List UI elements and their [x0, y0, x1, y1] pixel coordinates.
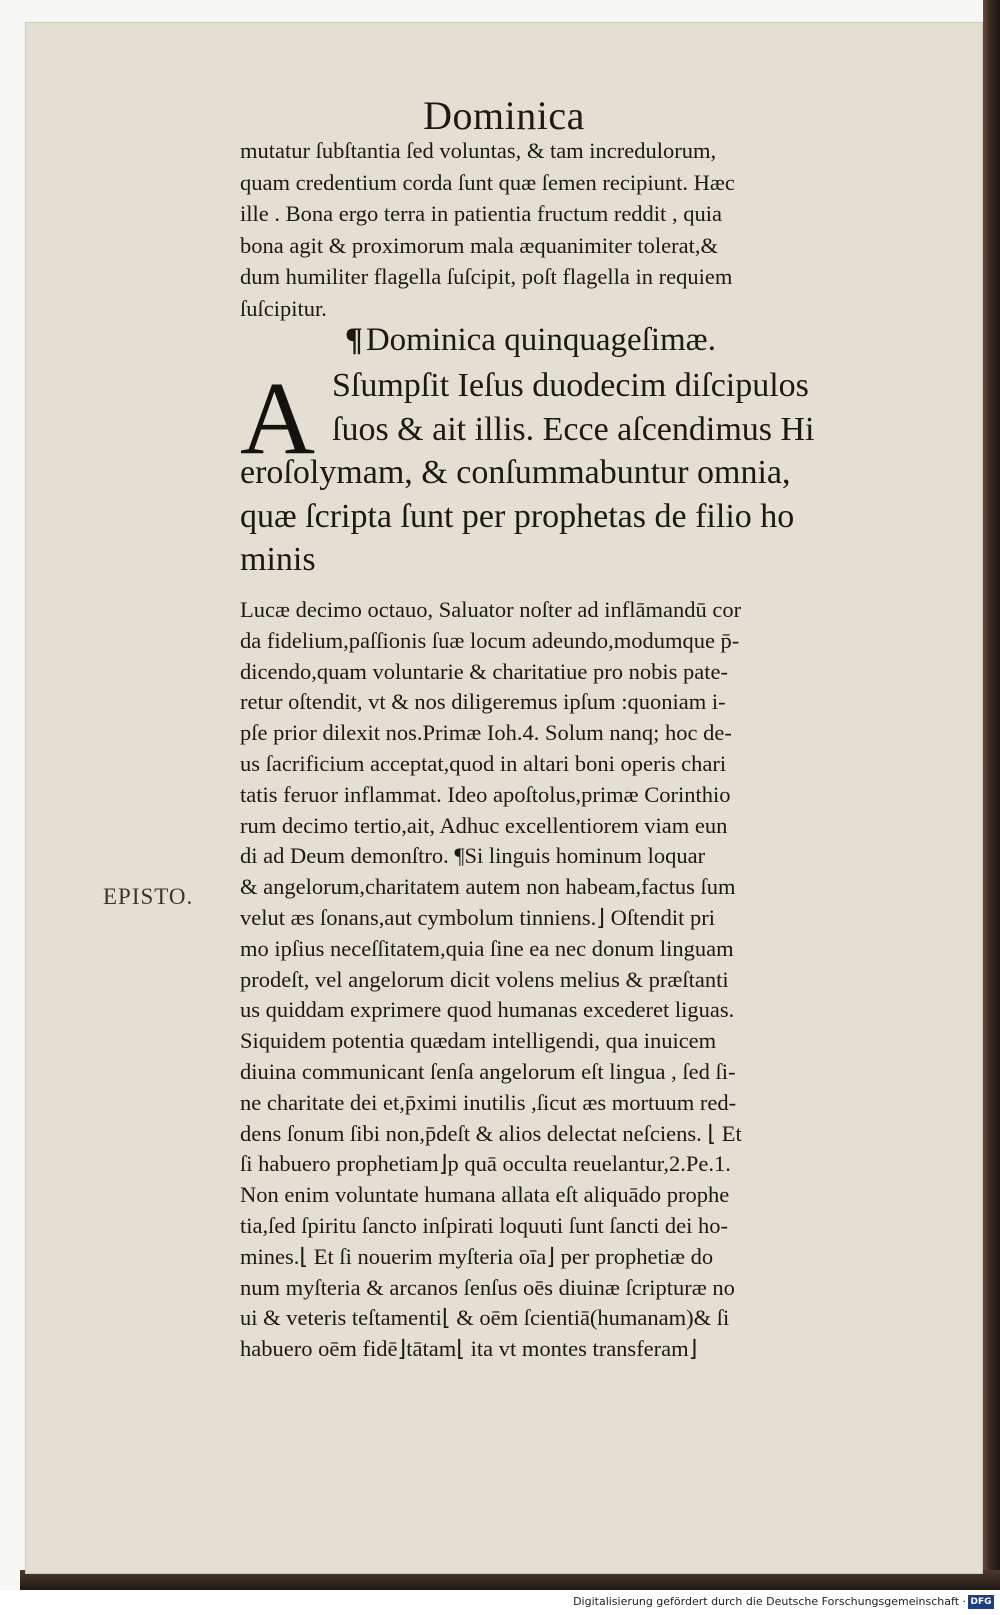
running-head: Dominica — [423, 93, 585, 138]
commentary-text — [240, 595, 970, 1365]
text-line: diuina communicant ſenſa angelorum eſt lingua , ſed ſi- — [240, 1058, 736, 1084]
text-line: ille . Bona ergo terra in patientia fructum reddit , quia — [240, 201, 722, 226]
text-line: us quiddam exprimere quod humanas excederet liguas. — [240, 997, 735, 1023]
text-line: mo ipſius neceſſitatem,quia ſine ea nec donum linguam — [240, 935, 734, 961]
text-line: ſi habuero prophetiam⌋p quā occulta reuelantur,2.Pe.1. — [240, 1151, 731, 1177]
text-line: da fidelium,paſſionis ſuæ locum adeundo,modumque p̄- — [240, 627, 740, 653]
text-line: rum decimo tertio,ait, Adhuc excellentiorem viam eun — [240, 812, 728, 838]
dfg-logo: DFG — [968, 1595, 994, 1609]
book-edge-right — [983, 0, 1000, 1590]
text-line: Lucæ decimo octauo, Saluator noſter ad inflāmandū cor — [240, 597, 742, 622]
gospel-line: quæ ſcripta ſunt per prophetas de filio ho — [240, 497, 795, 535]
text-line: habuero oēm fidē⌋tātam⌊ ita vt montes transferam⌋ — [240, 1336, 698, 1362]
text-line: ſuſcipitur. — [240, 295, 327, 321]
book-page — [25, 22, 983, 1574]
text-line: dum humiliter flagella ſuſcipit, poſt flagella in requiem — [240, 264, 733, 289]
text-line: retur oſtendit, vt & nos diligeremus ipſum :quoniam i- — [240, 689, 726, 715]
text-line: prodeſt, vel angelorum dicit volens melius & præſtanti — [240, 966, 729, 992]
text-line: pſe prior dilexit nos.Primæ Ioh.4. Solum nanq; hoc de- — [240, 720, 732, 746]
section-heading-text: Dominica quinquageſimæ. — [365, 322, 716, 358]
text-line: us ſacrificium acceptat,quod in altari boni operis chari — [240, 750, 727, 776]
section-heading — [345, 322, 716, 359]
gospel-line: eroſolymam, & conſummabuntur omnia, — [240, 454, 791, 491]
text-line: tia,ſed ſpiritu ſancto inſpirati loquuti ſunt ſancti dei ho- — [240, 1212, 729, 1238]
text-line: dicendo,quam voluntarie & charitatiue pro nobis pate- — [240, 658, 728, 684]
text-line: Siquidem potentia quædam intelligendi, qua inuicem — [240, 1028, 717, 1054]
gospel-passage — [240, 361, 970, 582]
text-line: num myſteria & arcanos ſenſus oēs diuinæ ſcripturæ no — [240, 1274, 735, 1300]
text-line: Non enim voluntate humana allata eſt aliquādo prophe — [240, 1182, 730, 1208]
digitization-credit: Digitalisierung gefördert durch die Deutsche Forschungsgemeinschaft · — [573, 1595, 966, 1608]
text-line: quam credentium corda ſunt quæ ſemen recipiunt. Hæc — [240, 169, 735, 195]
gospel-line: ſuos & ait illis. Ecce aſcendimus Hi — [332, 410, 815, 448]
text-line: bona agit & proximorum mala æquanimiter tolerat,& — [240, 232, 719, 258]
text-line: mutatur ſubſtantia ſed voluntas, & tam incredulorum, — [240, 138, 717, 163]
margin-note: EPISTO. — [103, 884, 194, 909]
text-line: dens ſonum ſibi non,p̄deſt & alios delectat neſciens. ⌊ Et — [240, 1120, 742, 1146]
text-line: ui & veteris teſtamenti⌊ & oēm ſcientiā(humanam)& ſi — [240, 1305, 730, 1331]
drop-cap: A — [240, 361, 316, 476]
pilcrow-mark: ¶ — [345, 322, 363, 358]
gospel-line: Sſumpſit Ieſus duodecim diſcipulos — [332, 367, 809, 404]
text-line: di ad Deum demonſtro. ¶Si linguis hominum loquar — [240, 843, 706, 869]
paragraph-continuation — [240, 135, 970, 324]
text-line: mines.⌊ Et ſi nouerim myſteria oīa⌋ per prophetiæ do — [240, 1243, 714, 1269]
text-line: velut æs ſonans,aut cymbolum tinniens.⌋ Oſtendit pri — [240, 904, 715, 930]
gospel-line: minis — [240, 541, 316, 578]
text-line: & angelorum,charitatem autem non habeam,factus ſum — [240, 874, 736, 900]
text-line: tatis feruor inflammat. Ideo apoſtolus,primæ Corinthio — [240, 781, 731, 807]
text-line: ne charitate dei et,p̄ximi inutilis ,ſicut æs mortuum red- — [240, 1089, 737, 1115]
